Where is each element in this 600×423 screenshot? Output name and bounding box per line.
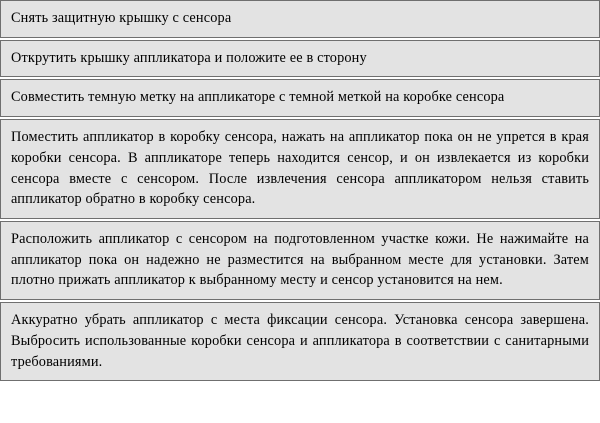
step-cell-1: Снять защитную крышку с сенсора	[1, 1, 600, 38]
step-cell-2: Открутить крышку аппликатора и положите ее в сторону	[1, 40, 600, 77]
table-row	[1, 1, 600, 38]
table-row	[1, 80, 600, 117]
step-cell-5: Расположить аппликатор с сенсором на подготовленном участке кожи. Не нажимайте на аппликатор пока он надежно не разместится на выбранном месте для установки. Затем плотно прижать аппликатор к выбранному месту и сенсор установится на нем.	[1, 222, 600, 300]
table-row	[1, 222, 600, 300]
table-row	[1, 120, 600, 219]
step-cell-3: Совместить темную метку на аппликаторе с темной меткой на коробке сенсора	[1, 80, 600, 117]
step-cell-6: Аккуратно убрать аппликатор с места фиксации сенсора. Установка сенсора завершена. Выбросить использованные коробки сенсора и аппликатора в соответствии с санитарными требованиями.	[1, 303, 600, 381]
step-cell-4: Поместить аппликатор в коробку сенсора, нажать на аппликатор пока он не упрется в края коробки сенсора. В аппликаторе теперь находится сенсор, и он извлекается из коробки сенсора вместе с сенсором. После извлечения сенсора аппликатором нельзя ставить аппликатор обратно в коробку сенсора.	[1, 120, 600, 219]
table-row	[1, 40, 600, 77]
table-row	[1, 303, 600, 381]
